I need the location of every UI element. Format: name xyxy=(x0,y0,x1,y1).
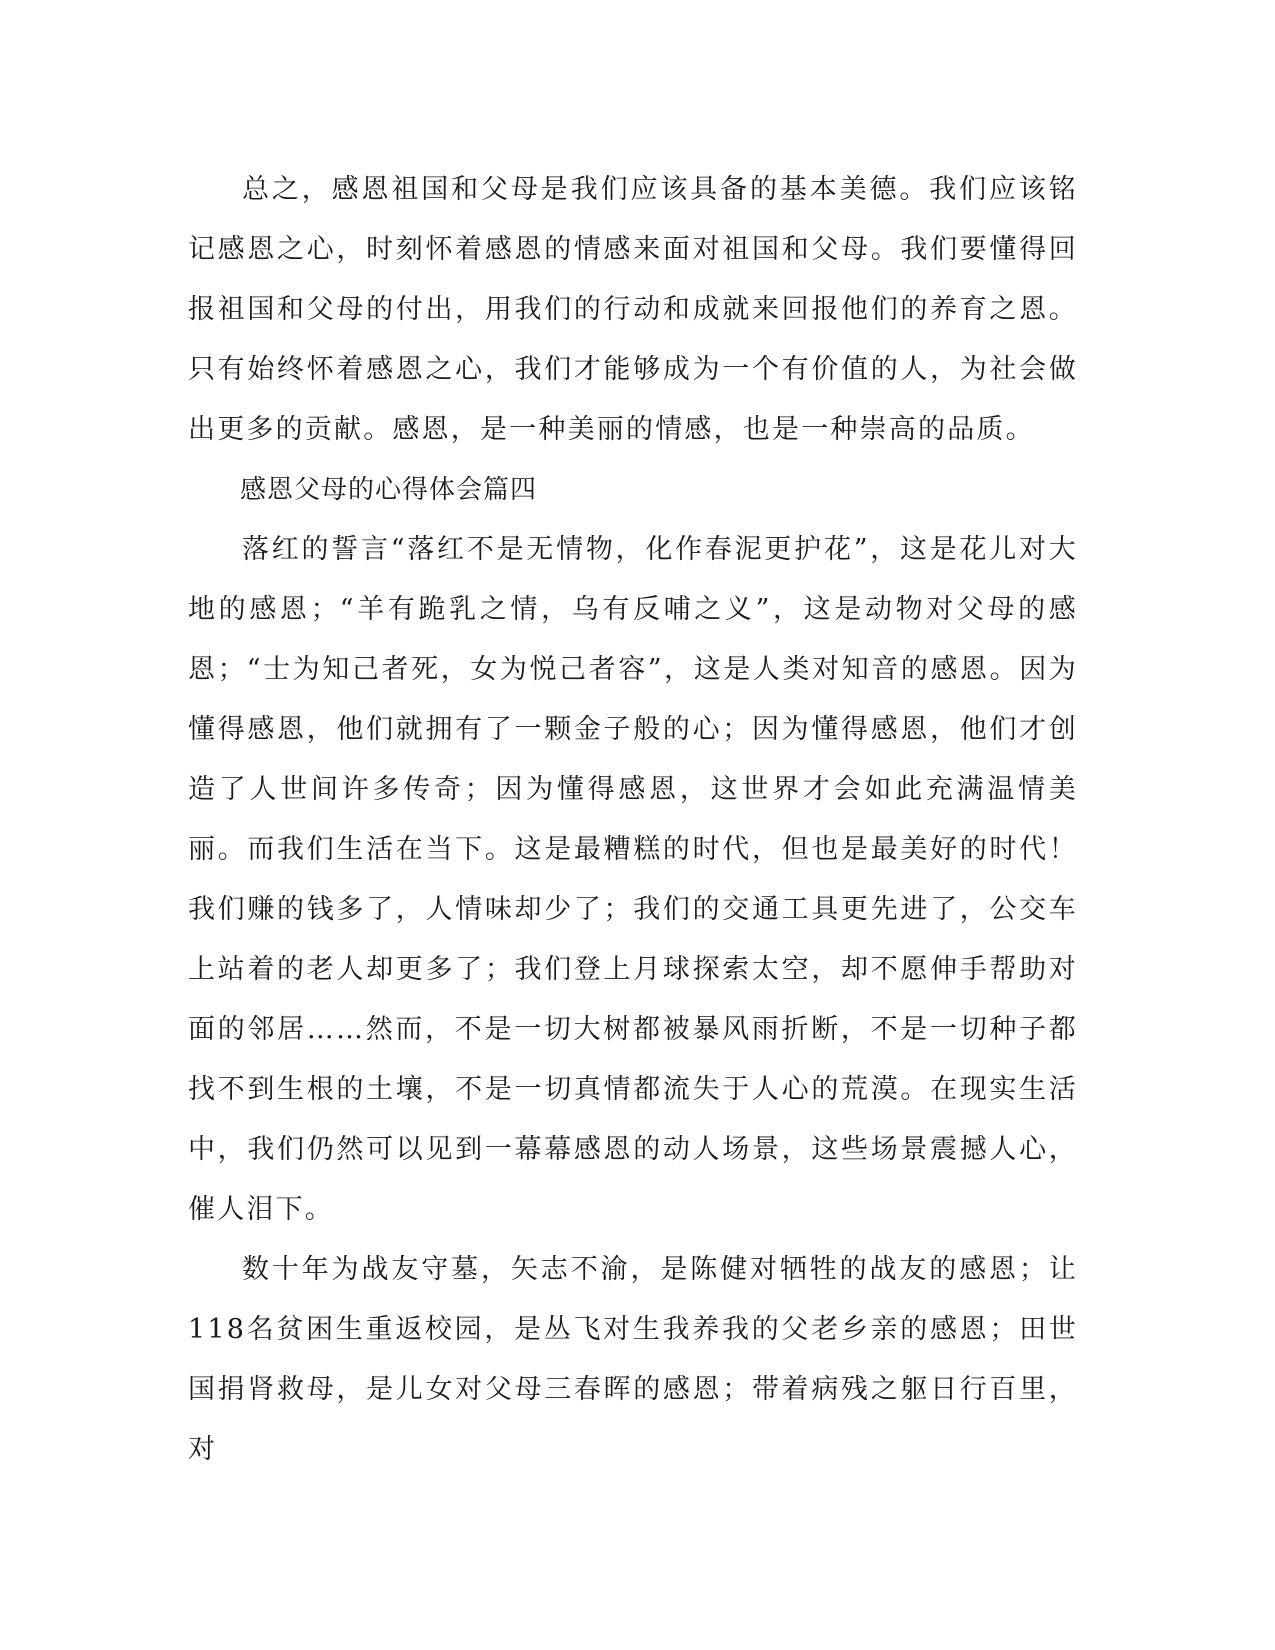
document-body xyxy=(188,160,1078,1480)
paragraph-conclusion: 总之，感恩祖国和父母是我们应该具备的基本美德。我们应该铭记感恩之心，时刻怀着感恩的情感来面对祖国和父母。我们要懂得回报祖国和父母的付出，用我们的行动和成就来回报他们的养育之恩。只有始终怀着感恩之心，我们才能够成为一个有价值的人，为社会做出更多的贡献。感恩，是一种美丽的情感，也是一种崇高的品质。 xyxy=(188,174,1078,445)
section-heading: 感恩父母的心得体会篇四 xyxy=(240,475,538,505)
paragraph-falling-petals: 落红的誓言“落红不是无情物，化作春泥更护花”，这是花儿对大地的感恩；“羊有跪乳之情，乌有反哺之义”，这是动物对父母的感恩；“士为知己者死，女为悦己者容”，这是人类对知音的感恩。因为懂得感恩，他们就拥有了一颗金子般的心；因为懂得感恩，他们才创造了人世间许多传奇；因为懂得感恩，这世界才会如此充满温情美丽。而我们生活在当下。这是最糟糕的时代，但也是最美好的时代！我们赚的钱多了，人情味却少了；我们的交通工具更先进了，公交车上站着的老人却更多了；我们登上月球探索太空，却不愿伸手帮助对面的邻居……然而，不是一切大树都被暴风雨折断，不是一切种子都找不到生根的土壤，不是一切真情都流失于人心的荒漠。在现实生活中，我们仍然可以见到一幕幕感恩的动人场景，这些场景震撼人心，催人泪下。 xyxy=(188,534,1078,1225)
paragraph-examples: 数十年为战友守墓，矢志不渝，是陈健对牺牲的战友的感恩；让118名贫困生重返校园，是丛飞对生我养我的父老乡亲的感恩；田世国捐肾救母，是儿女对父母三春晖的感恩；带着病残之躯日行百里，对 xyxy=(188,1254,1078,1465)
